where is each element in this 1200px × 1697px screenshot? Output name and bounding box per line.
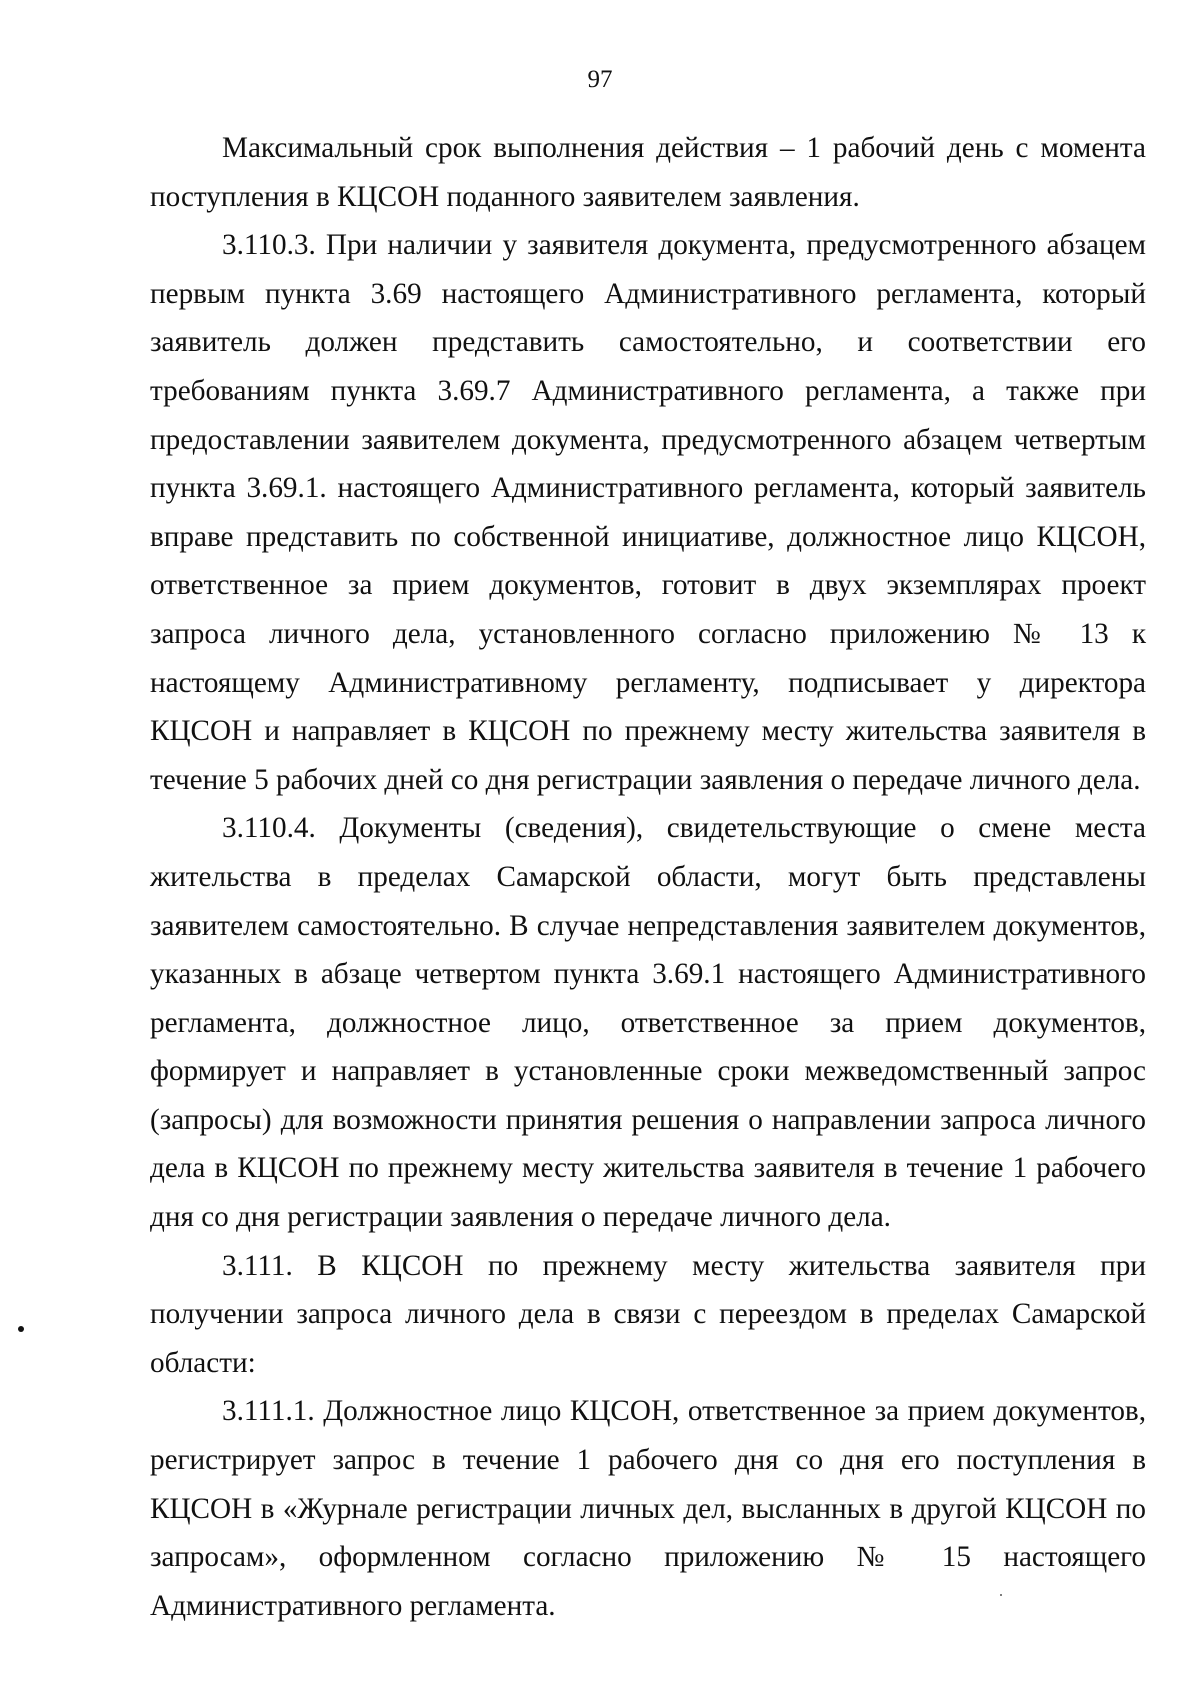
paragraph-3-110-3: 3.110.3. При наличии у заявителя документа, предусмотренного абзацем первым пункта 3.69 настоящего Административного регламента, который заявитель должен представить самостоятельно, и соответствии его требованиям пункта 3.69.7 Административного регламента, а также при предоставлении заявителем документа, предусмотренного абзацем четвертым пункта 3.69.1. настоящего Административного регламента, который заявитель вправе представить по собственной инициативе, должностное лицо КЦСОН, ответственное за прием документов, готовит в двух экземплярах проект запроса личного дела, установленного согласно приложению № 13 к настоящему Административному регламенту, подписывает у директора КЦСОН и направляет в КЦСОН по прежнему месту жительства заявителя в течение 5 рабочих дней со дня регистрации заявления о передаче личного дела. (150, 229, 1146, 796)
paragraph-deadline: Максимальный срок выполнения действия – 1 рабочий день с момента поступления в КЦСОН поданного заявителем заявления. (150, 132, 1146, 213)
document-body (150, 124, 1146, 1630)
paragraph-3-111: 3.111. В КЦСОН по прежнему месту жительства заявителя при получении запроса личного дела в связи с переездом в пределах Самарской области: (150, 1249, 1146, 1379)
scan-speck-mark (1000, 1594, 1002, 1596)
margin-dot-mark (18, 1326, 24, 1332)
page-number: 97 (587, 66, 613, 93)
paragraph-3-110-4: 3.110.4. Документы (сведения), свидетельствующие о смене места жительства в пределах Самарской области, могут быть представлены заявителем самостоятельно. В случае непредставления заявителем документов, указанных в абзаце четвертом пункта 3.69.1 настоящего Административного регламента, должностное лицо, ответственное за прием документов, формирует и направляет в установленные сроки межведомственный запрос (запросы) для возможности принятия решения о направлении запроса личного дела в КЦСОН по прежнему месту жительства заявителя в течение 1 рабочего дня со дня регистрации заявления о передаче личного дела. (150, 812, 1146, 1234)
paragraph-3-111-1: 3.111.1. Должностное лицо КЦСОН, ответственное за прием документов, регистрирует запрос в течение 1 рабочего дня со дня его поступления в КЦСОН в «Журнале регистрации личных дел, высланных в другой КЦСОН по запросам», оформленном согласно приложению № 15 настоящего Административного регламента. (150, 1395, 1146, 1622)
